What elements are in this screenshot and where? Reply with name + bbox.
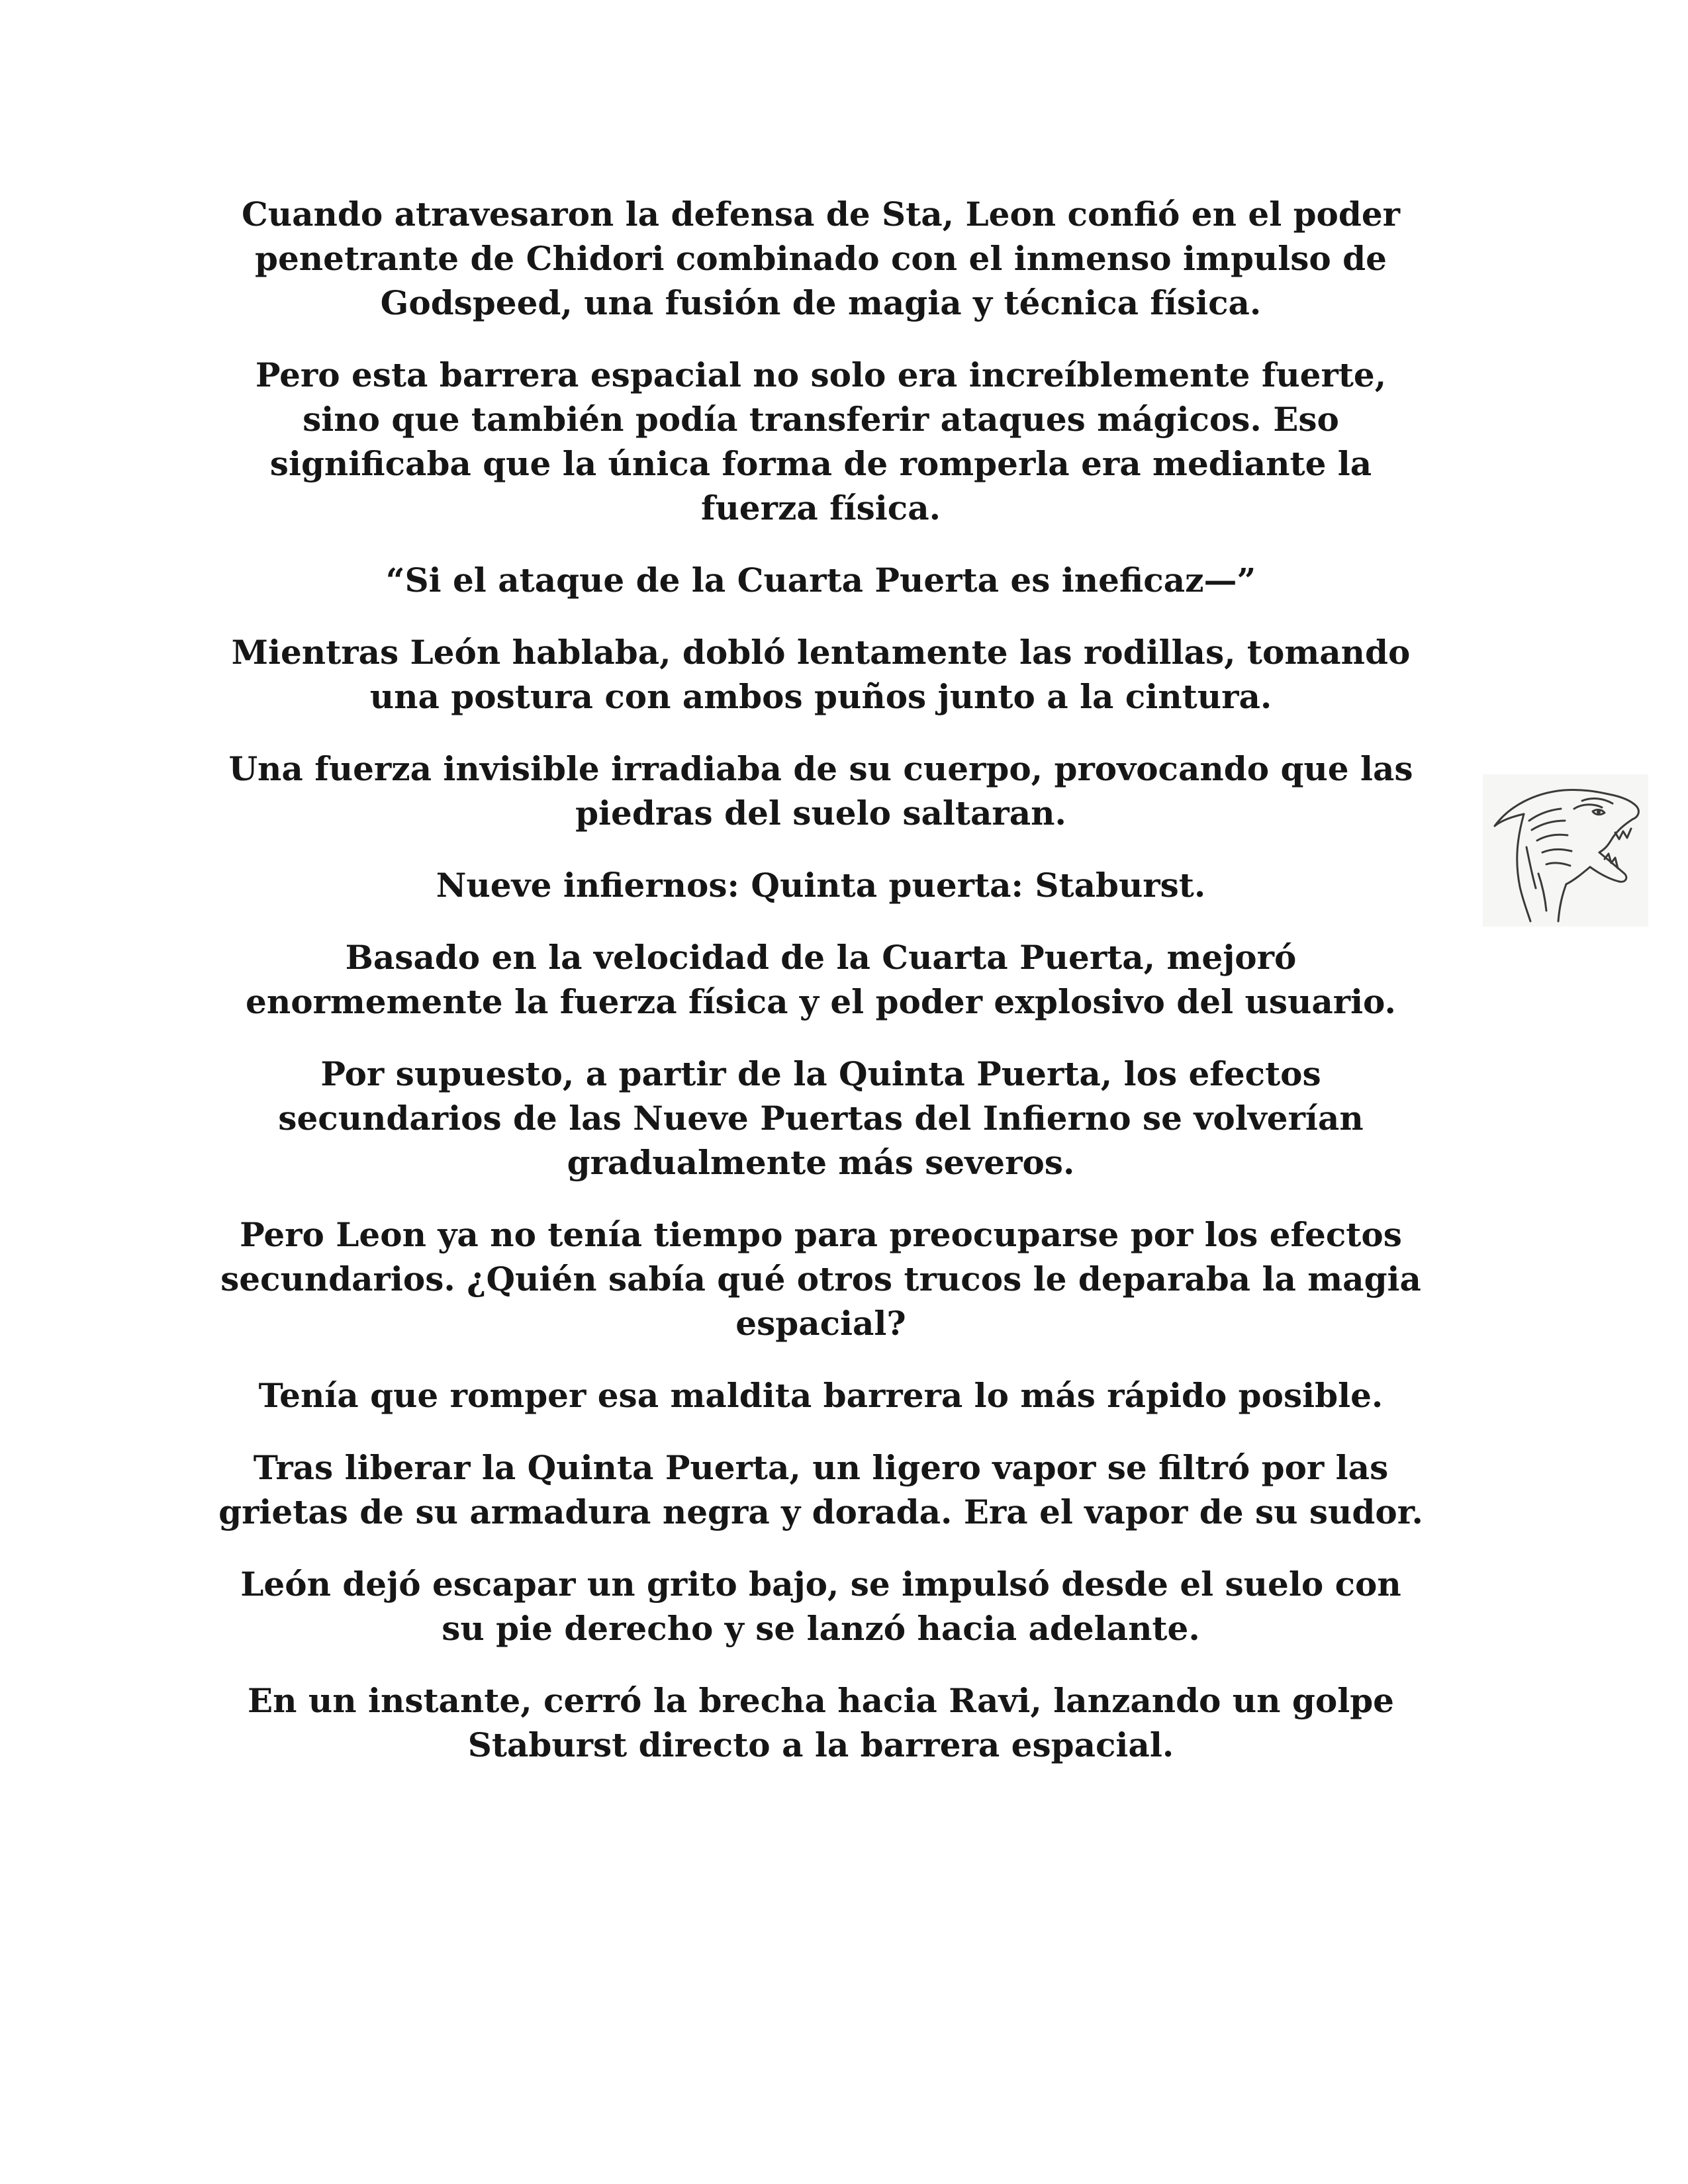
paragraph: Cuando atravesaron la defensa de Sta, Leon confió en el poder penetrante de Chidori combinado con el inmenso impulso de Godspeed, una fusión de magia y técnica física. [241, 195, 1401, 322]
paragraph: Por supuesto, a partir de la Quinta Puerta, los efectos secundarios de las Nueve Puertas del Infierno se volverían gradualmente más severos. [278, 1054, 1364, 1182]
paragraph: “Si el ataque de la Cuarta Puerta es ineficaz—” [385, 561, 1256, 600]
paragraph: Pero Leon ya no tenía tiempo para preocuparse por los efectos secundarios. ¿Quién sabía qué otros trucos le deparaba la magia espacial? [220, 1215, 1421, 1343]
paragraph: Una fuerza invisible irradiaba de su cuerpo, provocando que las piedras del suelo saltaran. [228, 749, 1413, 833]
paragraph: Basado en la velocidad de la Cuarta Puerta, mejoró enormemente la fuerza física y el poder explosivo del usuario. [246, 938, 1396, 1021]
paragraph: Tras liberar la Quinta Puerta, un ligero vapor se filtró por las grietas de su armadura negra y dorada. Era el vapor de su sudor. [218, 1448, 1423, 1531]
dinosaur-head-sketch-icon [1483, 774, 1648, 927]
paragraph: En un instante, cerró la brecha hacia Ravi, lanzando un golpe Staburst directo a la barrera espacial. [247, 1681, 1394, 1764]
paragraph: Pero esta barrera espacial no solo era increíblemente fuerte, sino que también podía transferir ataques mágicos. Eso significaba que la única forma de romperla era mediante la fuerza física. [255, 355, 1387, 527]
paragraph: Tenía que romper esa maldita barrera lo más rápido posible. [258, 1376, 1383, 1415]
paragraph: León dejó escapar un grito bajo, se impulsó desde el suelo con su pie derecho y se lanzó hacia adelante. [240, 1565, 1401, 1648]
story-text [218, 192, 1423, 1795]
paragraph: Nueve infiernos: Quinta puerta: Staburst. [436, 866, 1206, 905]
paragraph: Mientras León hablaba, dobló lentamente las rodillas, tomando una postura con ambos puños junto a la cintura. [231, 633, 1411, 716]
